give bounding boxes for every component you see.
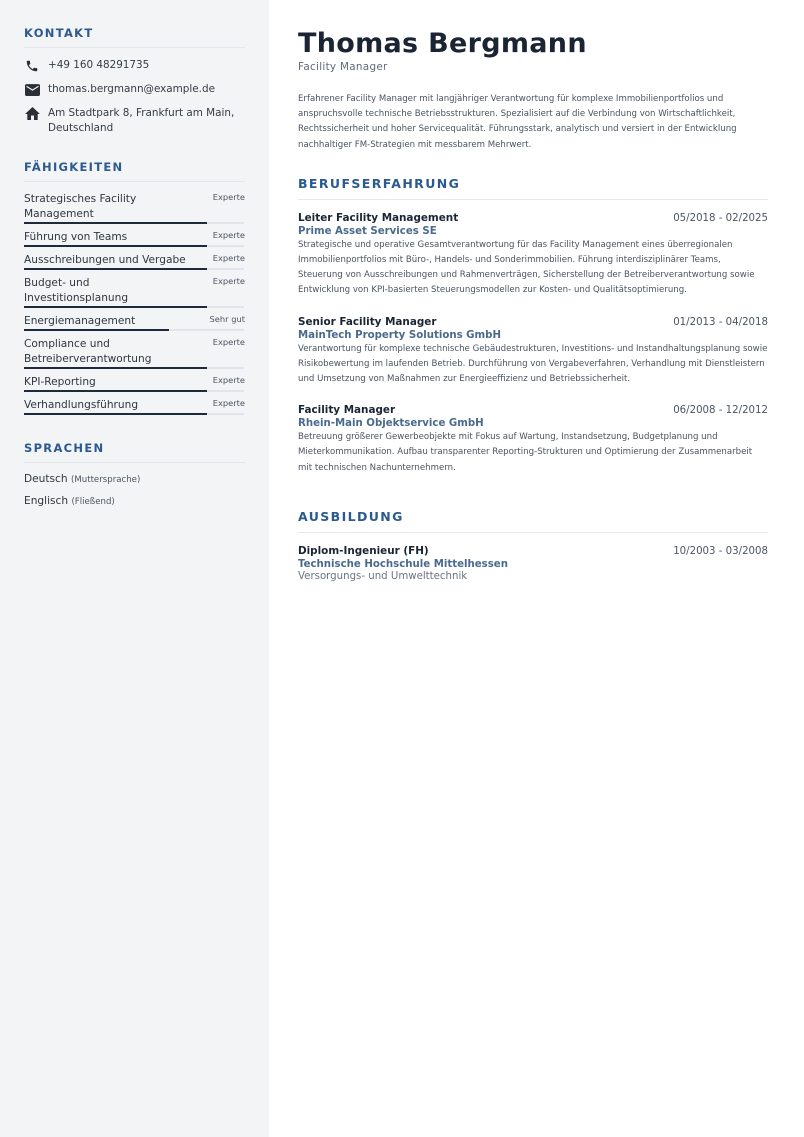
job-entry [298,316,768,388]
skill-row [24,337,245,367]
skill-level-fill [24,306,207,308]
candidate-title: Facility Manager [298,61,388,73]
skill-name: Führung von Teams [24,231,128,243]
address-text: Am Stadtpark 8, Frankfurt am Main, Deutschland [48,107,235,134]
language-name: Deutsch [24,473,68,485]
experience-heading: BERUFSERFAHRUNG [298,176,768,200]
phone-link[interactable]: +49 160 48291735 [48,59,150,71]
skill-row [24,375,245,390]
skill-level-fill [24,245,207,247]
skills-heading: FÄHIGKEITEN [24,160,245,182]
skill-row [24,230,245,245]
education-dates: 10/2003 - 03/2008 [673,545,768,557]
job-description: Betreuung größerer Gewerbeobjekte mit Fokus auf Wartung, Instandsetzung, Budgetplanung und Mieterkommunikation. Aufbau transparenter Reporting-Strukturen und Optimierung der Zusammenarbeit mit technischen Nachunternehmern. [298,432,753,473]
job-dates: 01/2013 - 04/2018 [673,316,768,328]
skill-level: Sehr gut [209,314,245,324]
language-item [24,494,245,510]
phone-icon [24,58,40,73]
job-dates: 05/2018 - 02/2025 [673,212,768,224]
sidebar [0,0,269,1137]
home-icon [24,106,40,121]
skill-row [24,192,245,222]
skill-level-bar [24,306,244,308]
experience-section [298,176,768,476]
skill-item [24,276,245,308]
job-company: MainTech Property Solutions GmbH [298,329,501,341]
mail-icon [24,82,40,97]
skill-level: Experte [212,337,245,347]
job-header [298,212,768,224]
skill-level-bar [24,390,244,392]
skill-level-fill [24,222,207,224]
language-item [24,472,245,488]
email-link[interactable]: thomas.bergmann@example.de [48,83,215,95]
education-section [298,509,768,582]
skill-name: Compliance und Betreiberverantwortung [24,338,152,365]
skill-level-fill [24,413,207,415]
job-header [298,404,768,416]
job-description: Verantwortung für komplexe technische Gebäudestrukturen, Investitions- und Instandhaltungsplanung sowie Risikobewertung im laufenden Betrieb. Durchführung von Vergabeverfahren, Verhandlung mit Dienstleistern und Umsetzung von Maßnahmen zur Energieeffizienz und Betriebssicherheit. [298,343,768,385]
skill-row [24,276,245,306]
skill-level-bar [24,245,244,247]
skill-name: Energiemanagement [24,315,136,327]
skill-level: Experte [212,276,245,286]
candidate-name: Thomas Bergmann [298,28,587,59]
contact-email [24,82,245,97]
skill-level-bar [24,268,244,270]
skill-level: Experte [212,253,245,263]
contact-heading: KONTAKT [24,26,245,48]
skill-row [24,398,245,413]
job-role: Leiter Facility Management [298,211,459,224]
job-company: Rhein-Main Objektservice GmbH [298,418,484,430]
skill-item [24,398,245,415]
job-dates: 06/2008 - 12/2012 [673,405,768,417]
skill-level: Experte [212,230,245,240]
language-name: Englisch [24,495,69,507]
job-company: Prime Asset Services SE [298,225,437,237]
education-entry [298,545,768,582]
skills-list [24,192,245,415]
languages-list [24,472,245,510]
skill-item [24,192,245,224]
summary-text: Erfahrener Facility Manager mit langjähriger Verantwortung für komplexe Immobilienportfolios und anspruchsvolle technische Betriebsstrukturen. Spezialisiert auf die Verbindung von Wirtschaftlichkeit, Rechtssicherheit und hoher Servicequalität. Führungsstark, analytisch und versiert in der Entwicklung nachhaltiger FM-Strategien mit messbarem Mehrwert. [298,94,737,150]
job-entry [298,404,768,476]
education-degree: Diplom-Ingenieur (FH) [298,544,429,557]
jobs-list [298,212,768,476]
job-entry [298,212,768,299]
job-role: Facility Manager [298,404,396,417]
job-header [298,316,768,328]
skill-name: Ausschreibungen und Vergabe [24,254,186,266]
skill-row [24,314,245,329]
language-level: (Fließend) [71,497,115,507]
skill-name: Strategisches Facility Management [24,193,137,220]
education-school: Technische Hochschule Mittelhessen [298,558,508,570]
skill-level: Experte [212,375,245,385]
language-level: (Muttersprache) [70,475,141,485]
skill-level-fill [24,268,207,270]
skill-row [24,253,245,268]
skill-name: KPI-Reporting [24,376,96,388]
skill-level: Experte [212,192,245,202]
skill-item [24,314,245,331]
skill-item [24,230,245,247]
languages-heading: SPRACHEN [24,441,245,463]
skill-item [24,375,245,392]
skill-level-bar [24,367,244,369]
main-content [269,0,804,1137]
contact-phone [24,58,245,73]
education-list [298,545,768,582]
education-field: Versorgungs- und Umwelttechnik [298,570,468,582]
skill-name: Verhandlungsführung [24,399,139,411]
skill-level-fill [24,390,207,392]
skill-item [24,253,245,270]
contact-address [24,106,245,136]
skill-item [24,337,245,369]
skill-level-fill [24,367,207,369]
skill-level-bar [24,413,244,415]
skill-name: Budget- und Investitionsplanung [24,277,129,304]
skill-level-bar [24,329,244,331]
skill-level: Experte [212,398,245,408]
skill-level-fill [24,329,169,331]
education-heading: AUSBILDUNG [298,509,768,533]
job-role: Senior Facility Manager [298,315,437,328]
education-header [298,545,768,557]
job-description: Strategische und operative Gesamtverantwortung für das Facility Management eines überregionalen Immobilienportfolios mit Büro-, Handels- und Sonderimmobilien. Führung interdisziplinärer Teams, Steuerung von Ausschreibungen und Rahmenverträgen, Sicherstellung der Betreiberverantwortung sowie Entwicklung von KPI-basierten Steuerungsmodellen zur Kosten- und Qualitätsoptimierung. [298,239,755,296]
skill-level-bar [24,222,244,224]
